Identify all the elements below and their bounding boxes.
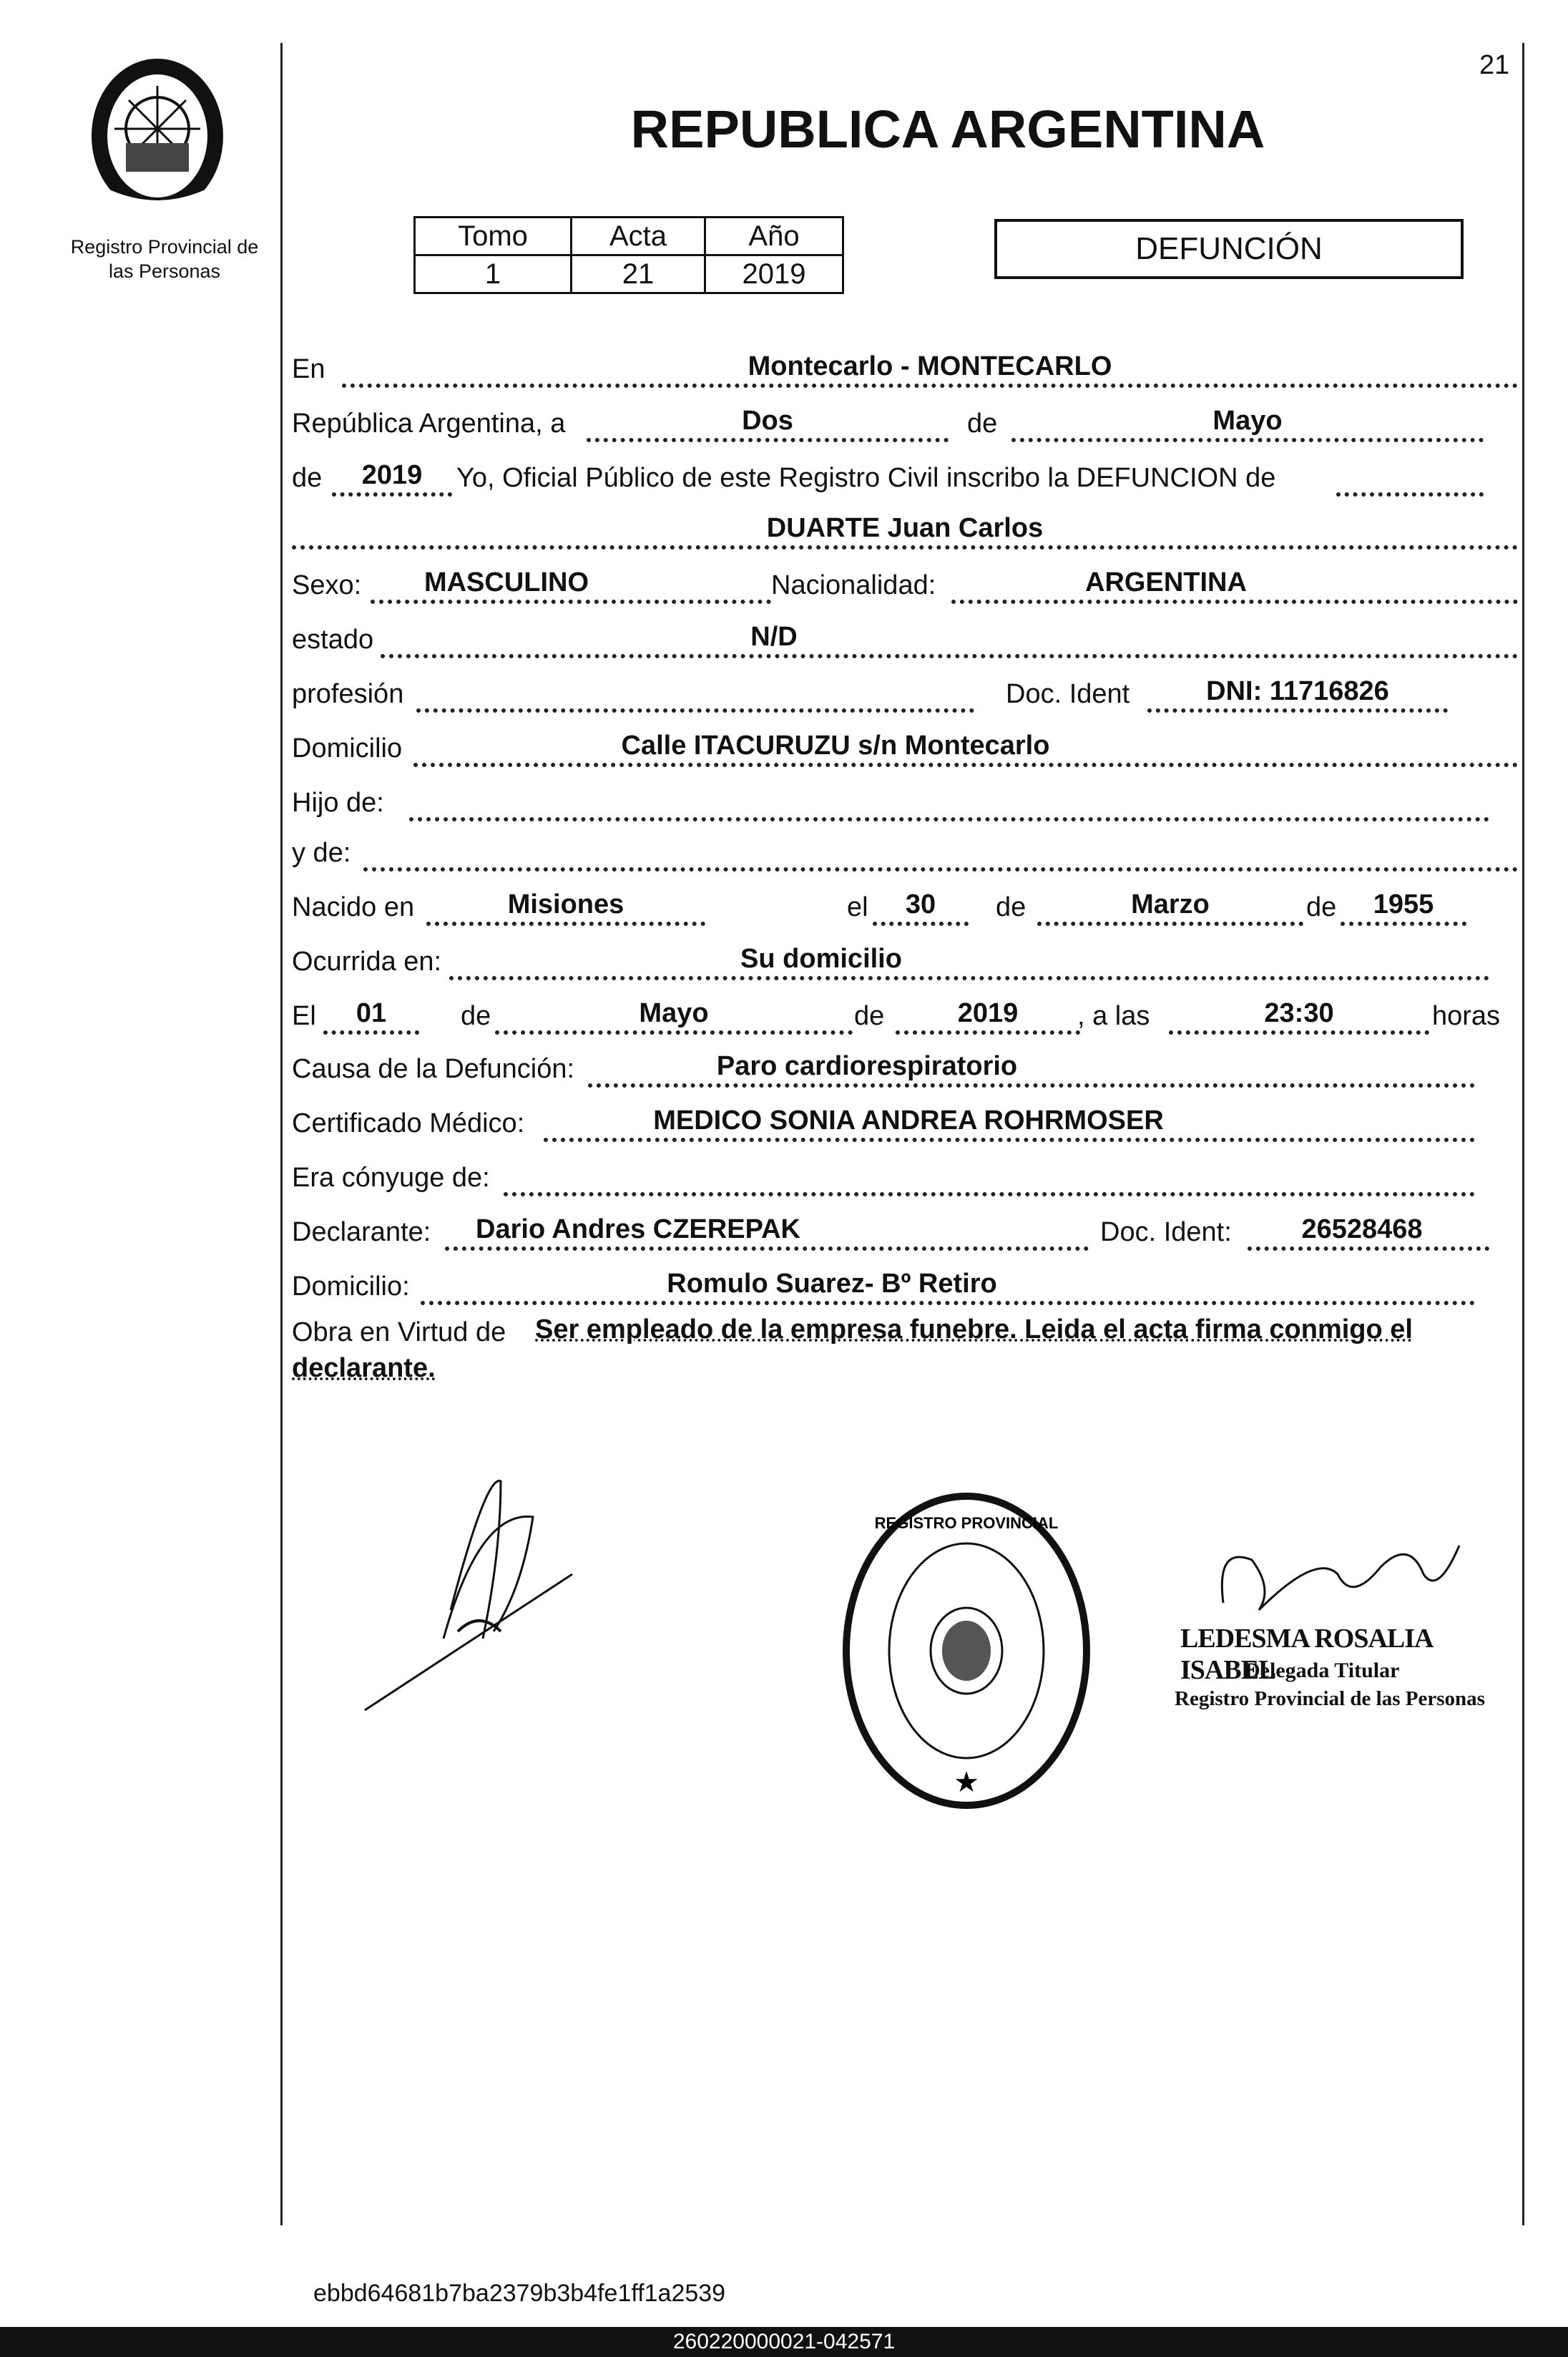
footer-bar: [0, 2327, 1568, 2357]
row-nacido: [292, 887, 1518, 930]
document-hash: ebbd64681b7ba2379b3b4fe1ff1a2539: [313, 2280, 726, 2307]
label-def-horas: horas: [1432, 1001, 1501, 1031]
logo-caption-line1: Registro Provincial de: [70, 236, 259, 258]
label-domicilio: Domicilio: [292, 733, 403, 763]
row-declarante: [292, 1212, 1518, 1255]
value-sexo: MASCULINO: [423, 567, 589, 597]
table-value-acta: 21: [572, 255, 705, 293]
value-def-anio: 2019: [957, 998, 1019, 1028]
svg-text:REGISTRO PROVINCIAL: REGISTRO PROVINCIAL: [874, 1514, 1059, 1532]
logo-caption-line2: las Personas: [108, 260, 221, 282]
row-domicilio-declarante: [292, 1267, 1518, 1309]
value-ocurrida: Su domicilio: [740, 944, 902, 974]
registry-table-value-row: [415, 255, 843, 293]
label-doc-ident: Doc. Ident: [1006, 679, 1130, 709]
value-certificado: MEDICO SONIA ANDREA ROHRMOSER: [653, 1106, 1164, 1136]
label-nacido-el: el: [847, 892, 868, 922]
value-domicilio: Calle ITACURUZU s/n Montecarlo: [621, 731, 1050, 761]
doc-type-box: DEFUNCIÓN: [994, 219, 1464, 279]
left-border-line: [280, 43, 283, 2225]
table-value-tomo: 1: [415, 255, 572, 293]
value-nacido-lugar: Misiones: [507, 889, 624, 919]
value-obra-line2: declarante.: [292, 1353, 436, 1383]
row-fecha: [292, 404, 1518, 446]
label-inscribo: Yo, Oficial Público de este Registro Civil inscribo la DEFUNCION de: [456, 463, 1276, 493]
row-domicilio: [292, 728, 1518, 771]
table-header-anio: Año: [705, 218, 843, 255]
label-certificado: Certificado Médico:: [292, 1108, 525, 1138]
declarant-signature: [358, 1467, 587, 1728]
dotted-line: [416, 673, 974, 713]
row-hijo-de: [292, 783, 1518, 826]
label-nacido: Nacido en: [292, 892, 415, 922]
label-declarante-doc: Doc. Ident:: [1100, 1217, 1232, 1247]
value-fecha-mes: Mayo: [1212, 406, 1283, 436]
row-estado: [292, 620, 1518, 663]
label-nacido-de1: de: [996, 892, 1026, 922]
label-hijo-de: Hijo de:: [292, 788, 384, 818]
label-y-de: y de:: [292, 838, 351, 868]
official-signature: [1173, 1531, 1516, 1717]
value-declarante: Dario Andres CZEREPAK: [476, 1214, 800, 1244]
value-obra-line1: Ser empleado de la empresa funebre. Leida el acta firma conmigo el: [535, 1314, 1413, 1345]
row-anio: [292, 458, 1518, 501]
label-def-de2: de: [854, 1001, 885, 1031]
label-declarante: Declarante:: [292, 1217, 431, 1247]
row-fecha-defuncion: [292, 996, 1518, 1039]
value-nacido-anio: 1955: [1373, 889, 1434, 919]
label-nacionalidad: Nacionalidad:: [771, 570, 936, 600]
value-def-dia: 01: [356, 998, 387, 1028]
row-nombre: [292, 511, 1518, 554]
row-ocurrida: [292, 942, 1518, 985]
label-en: En: [292, 354, 325, 384]
row-obra-2: [292, 1352, 1518, 1394]
svg-text:★: ★: [954, 1766, 979, 1799]
page-number: 21: [1479, 50, 1510, 80]
label-domicilio-declarante: Domicilio:: [292, 1272, 410, 1302]
label-def-el: El: [292, 1001, 316, 1031]
value-domicilio-declarante: Romulo Suarez- Bº Retiro: [667, 1269, 997, 1299]
table-header-tomo: Tomo: [415, 218, 572, 255]
right-border-line: [1522, 43, 1524, 2225]
label-obra: Obra en Virtud de: [292, 1317, 506, 1347]
row-en: [292, 349, 1518, 392]
registry-table-header-row: [415, 218, 843, 255]
label-ocurrida: Ocurrida en:: [292, 947, 442, 977]
label-sexo: Sexo:: [292, 570, 362, 600]
dotted-line: [363, 831, 1518, 872]
label-nacido-de2: de: [1306, 892, 1337, 922]
value-declarante-doc: 26528468: [1301, 1214, 1423, 1244]
label-anio-de: de: [292, 463, 323, 493]
value-estado: N/D: [750, 622, 798, 652]
dotted-line: [409, 781, 1489, 821]
value-nacionalidad: ARGENTINA: [1085, 567, 1247, 597]
registry-table: [413, 216, 844, 294]
label-profesion: profesión: [292, 679, 404, 709]
label-fecha-de: de: [967, 409, 998, 439]
value-def-hora: 23:30: [1264, 998, 1334, 1028]
value-nacido-dia: 30: [905, 889, 936, 919]
province-logo: [79, 57, 236, 215]
official-role: Delegada Titular: [1245, 1659, 1400, 1682]
page-title: REPUBLICA ARGENTINA: [630, 99, 1265, 159]
registry-seal: [841, 1491, 1092, 1810]
row-profesion: [292, 674, 1518, 717]
label-estado: estado: [292, 625, 374, 655]
value-causa: Paro cardiorespiratorio: [716, 1051, 1018, 1081]
label-def-a-las: , a las: [1077, 1001, 1150, 1031]
row-obra: [292, 1312, 1518, 1355]
official-org: Registro Provincial de las Personas: [1175, 1687, 1485, 1710]
official-name: LEDESMA ROSALIA ISABEL: [1180, 1624, 1432, 1685]
row-sexo: [292, 565, 1518, 608]
row-conyuge: [292, 1158, 1518, 1201]
value-en: Montecarlo - MONTECARLO: [748, 351, 1112, 381]
row-y-de: [292, 833, 1518, 876]
value-anio: 2019: [361, 460, 423, 490]
value-doc-ident: DNI: 11716826: [1206, 676, 1389, 706]
label-def-de1: de: [461, 1001, 491, 1031]
dotted-line: [504, 1156, 1475, 1196]
table-header-acta: Acta: [572, 218, 705, 255]
dotted-line: [1336, 457, 1484, 497]
value-nacido-mes: Marzo: [1131, 889, 1210, 919]
label-fecha: República Argentina, a: [292, 409, 566, 439]
footer-code: 260220000021-042571: [672, 2330, 896, 2353]
row-causa: [292, 1049, 1518, 1092]
value-nombre: DUARTE Juan Carlos: [766, 513, 1044, 543]
value-def-mes: Mayo: [639, 998, 709, 1028]
label-conyuge: Era cónyuge de:: [292, 1163, 490, 1193]
label-causa: Causa de la Defunción:: [292, 1054, 575, 1084]
row-certificado: [292, 1103, 1518, 1146]
table-value-anio: 2019: [705, 255, 843, 293]
value-fecha-dia: Dos: [742, 406, 793, 436]
